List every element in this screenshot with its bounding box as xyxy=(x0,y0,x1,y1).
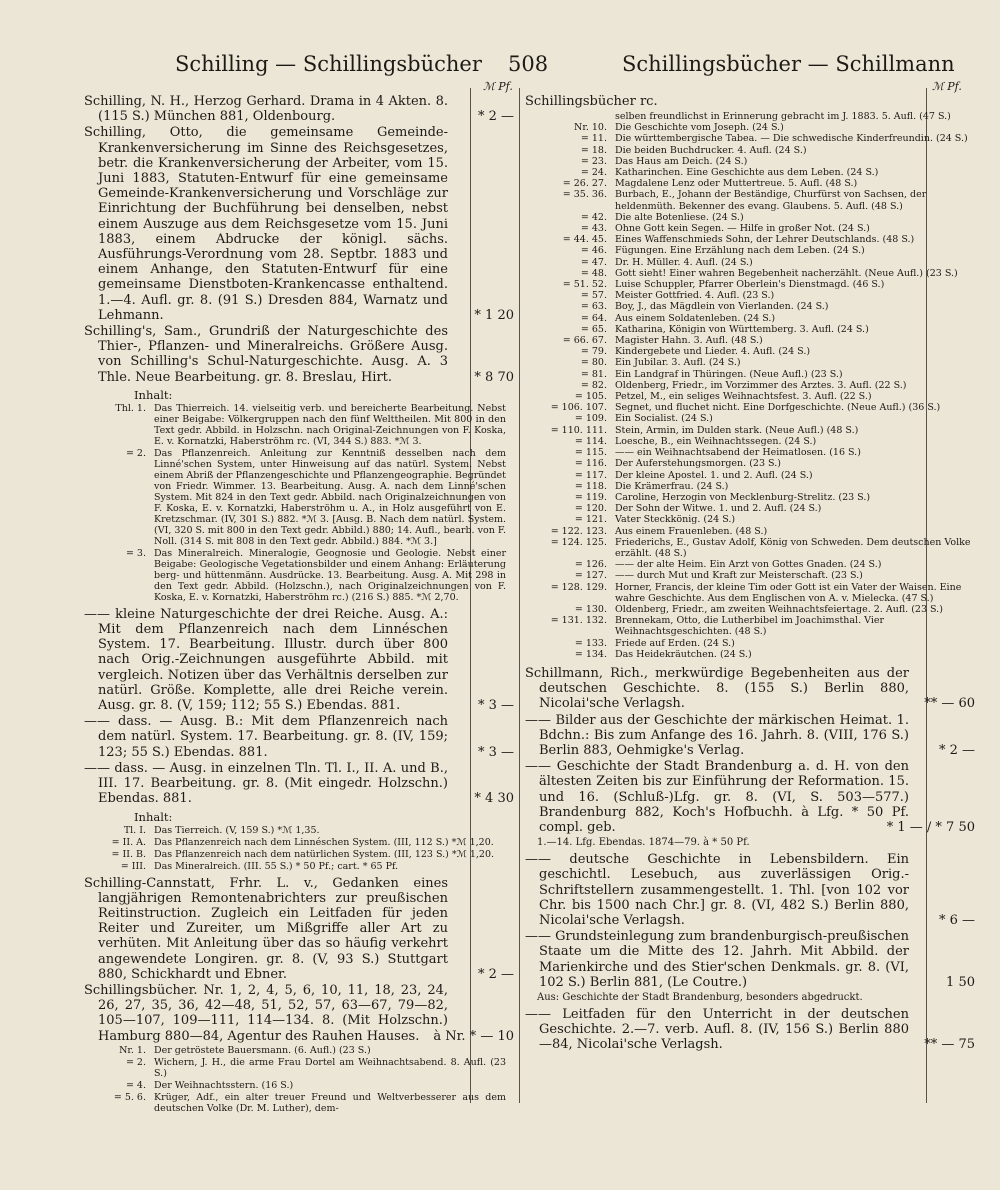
series-item xyxy=(525,111,975,122)
series-number: = 130. xyxy=(574,603,607,615)
continued-heading: Schillingsbücher rc. xyxy=(525,94,658,109)
contents-heading: Inhalt: xyxy=(134,387,173,402)
entry-price: * 8 70 xyxy=(474,369,514,385)
entry-price: ** — 60 xyxy=(924,696,975,712)
series-item xyxy=(525,425,975,436)
series-number: = 122. 123. xyxy=(550,525,607,537)
series-number: = 18. xyxy=(580,144,607,156)
series-title: selben freundlichst in Erinnerung gebracht im J. 1883. 5. Aufl. (47 S.) xyxy=(615,111,951,122)
series-item xyxy=(525,570,975,581)
series-title: Die Krämerfrau. (24 S.) xyxy=(615,480,729,492)
series-number: = 64. xyxy=(580,312,607,324)
series-item xyxy=(525,447,975,458)
entry-price: à Nr. * — 10 xyxy=(433,1028,514,1044)
series-item xyxy=(525,638,975,649)
series-number: = 127. xyxy=(574,570,607,582)
series-item xyxy=(525,178,975,189)
series-number: = 44. 45. xyxy=(562,234,607,246)
series-item xyxy=(525,604,975,615)
entry-price: * 3 — xyxy=(477,744,514,760)
series-number: = 66. 67. xyxy=(562,335,607,347)
entry-price: * 1 20 xyxy=(474,307,514,323)
series-title: Katharina, Königin von Württemberg. 3. Aufl. (24 S.) xyxy=(615,323,869,335)
series-item xyxy=(525,290,975,301)
series-item xyxy=(525,324,975,335)
series-number: = 106. 107. xyxy=(550,402,607,414)
entry: —— Bilder aus der Geschichte der märkischen Heimat. 1. Bdchn.: Bis zum Anfange des 16. Jahrh. 8. (VIII, 176 S.) Berlin 883, Oehmigke's Verlag. * 2 — xyxy=(525,712,975,758)
entry: Schilling's, Sam., Grundriß der Naturgeschichte des Thier-, Pflanzen- und Mineralreichs. Größere Ausg. von Schilling's Schul-Naturgeschichte. Ausg. A. 3 Thle. Neue Bearbeitung. gr. 8. Breslau, Hirt. * 8 70 xyxy=(84,324,514,385)
series-item xyxy=(525,458,975,469)
series-number: = 65. xyxy=(580,323,607,335)
series-title: Horner, Francis, der kleine Tim oder Gott ist ein Vater der Waisen. Eine wahre Geschichte. Aus dem Englischen von A. v. Mielecka. (47 S.) xyxy=(615,581,962,604)
series-title: Friederichs, E., Gustav Adolf, König von Schweden. Dem deutschen Volke erzählt. (48 S.) xyxy=(615,536,971,559)
series-item xyxy=(525,234,975,245)
left-running-head: Schilling — Schillingsbücher xyxy=(175,52,482,76)
series-number: = 42. xyxy=(580,211,607,223)
series-title: Ein Jubilar. 3. Aufl. (24 S.) xyxy=(615,357,741,369)
entry: —— Leitfaden für den Unterricht in der deutschen Geschichte. 2.—7. verb. Aufl. 8. (IV, 156 S.) Berlin 880—84, Nicolai'sche Verlagsh. ** — 75 xyxy=(525,1007,975,1053)
series-title: Aus einem Soldatenleben. (24 S.) xyxy=(615,312,776,324)
series-title: Aus einem Frauenleben. (48 S.) xyxy=(615,525,768,537)
entry: —— kleine Naturgeschichte der drei Reiche. Ausg. A.: Mit dem Pflanzenreich nach dem Linnéschen System. 17. Bearbeitung. Illustr. durch über 800 nach Orig.-Zeichnungen ausgeführte Abbild. mit vergleich. Notizen über das Verhältnis derselben zur natürl. Größe. Komplette, alle drei Reiche verein. Ausg. gr. 8. (V, 159; 112; 55 S.) Ebendas. 881. * 3 — xyxy=(84,606,514,714)
series-number: = 80. xyxy=(580,357,607,369)
contents-item: Tl. I. Das Tierreich. (V, 159 S.) *ℳ 1,35. xyxy=(123,824,320,836)
contents-item: = II. B. Das Pflanzenreich nach dem natürlichen System. (III, 123 S.) *ℳ 1,20. xyxy=(111,848,495,860)
series-item: = 5. 6. Krüger, Adf., ein alter treuer Freund und Weltverbesserer aus dem deutschen Volke (Dr. M. Luther), dem- xyxy=(113,1091,506,1114)
series-title: Friede auf Erden. (24 S.) xyxy=(615,637,735,649)
contents-item: = II. A. Das Pflanzenreich nach dem Linnéschen System. (III, 112 S.) *ℳ 1,20. xyxy=(111,836,494,848)
series-item xyxy=(525,436,975,447)
note: Aus: Geschichte der Stadt Brandenburg, besonders abgedruckt. xyxy=(537,992,863,1004)
series-title: Gott sieht! Einer wahren Begebenheit nacherzählt. (Neue Aufl.) (23 S.) xyxy=(615,267,958,279)
contents-item: = 2. Das Pflanzenreich. Anleitung zur Kenntniß desselben nach dem Linné'schen System, unter Hinweisung auf das natürl. System. Nebst einem Abriß der Pflanzengeschichte und Pflanzengeographie. Begründet von Friedr. Wimmer. 13. Bearbeitung. Ausg. A. nach dem Linné'schen System. Mit 824 in den Text gedr. Abbild. nach Originalzeichnungen von F. Koska, E. v. Kornatzki, Haberströhm u. A., in Holz ausgeführt von E. Kretzschmar. (IV, 301 S.) 882. *ℳ 3. [Ausg. B. Nach dem natürl. System. (VI, 320 S. mit 800 in den Text gedr. Abbild.) 880; 14. Aufl., bearb. von F. Noll. (314 S. mit 808 in den Text gedr. Abbild.) 884. *ℳ 3.] xyxy=(125,447,506,547)
series-item xyxy=(525,391,975,402)
series-number: = 63. xyxy=(580,301,607,313)
column-divider xyxy=(519,88,520,1103)
series-title: Dr. H. Müller. 4. Aufl. (24 S.) xyxy=(615,256,753,268)
right-column xyxy=(525,94,975,1054)
series-item xyxy=(525,413,975,424)
series-item xyxy=(525,492,975,503)
series-number: = 121. xyxy=(574,514,607,526)
series-title: Die Geschichte vom Joseph. (24 S.) xyxy=(615,122,784,134)
series-number: = 134. xyxy=(574,648,607,660)
series-item xyxy=(525,313,975,324)
series-title: Boy, J., das Mägdlein von Vierlanden. (24 S.) xyxy=(615,301,829,313)
entry: —— deutsche Geschichte in Lebensbildern. Ein geschichtl. Lesebuch, aus zuverlässigen Orig.-Schriftstellern zusammengestellt. 1. Thl. [von 102 vor Chr. bis 1500 nach Chr.] gr. 8. (VI, 482 S.) Berlin 880, Nicolai'sche Verlagsh. * 6 — xyxy=(525,852,975,928)
series-title: Die beiden Buchdrucker. 4. Aufl. (24 S.) xyxy=(615,144,807,156)
series-item xyxy=(525,268,975,279)
series-number: = 119. xyxy=(574,491,607,503)
series-title: Loesche, B., ein Weihnachtssegen. (24 S.) xyxy=(615,435,817,447)
series-title: Brennekam, Otto, die Lutherbibel im Joachimsthal. Vier Weihnachtsgeschichten. (48 S.) xyxy=(615,615,885,638)
series-item xyxy=(525,380,975,391)
series-item: = 2. Wichern, J. H., die arme Frau Dortel am Weihnachtsabend. 8. Aufl. (23 S.) xyxy=(125,1056,506,1079)
series-item: Nr. 1. Der getröstete Bauersmann. (6. Aufl.) (23 S.) xyxy=(119,1044,371,1056)
entry: Schilling, N. H., Herzog Gerhard. Drama in 4 Akten. 8. (115 S.) München 881, Oldenbourg. * 2 — xyxy=(84,94,514,125)
series-title: —— der alte Heim. Ein Arzt von Gottes Gnaden. (24 S.) xyxy=(615,559,882,571)
series-item xyxy=(525,369,975,380)
series-number: = 118. xyxy=(574,480,607,492)
series-item xyxy=(525,503,975,514)
series-title: Caroline, Herzogin von Mecklenburg-Strelitz. (23 S.) xyxy=(615,491,871,503)
series-number: = 110. 111. xyxy=(550,424,607,436)
series-item xyxy=(525,245,975,256)
series-number: = 124. 125. xyxy=(550,536,607,548)
series-number: = 114. xyxy=(574,435,607,447)
series-title: Oldenberg, Friedr., im Vorzimmer des Arztes. 3. Aufl. (22 S.) xyxy=(615,379,907,391)
series-item xyxy=(525,582,975,604)
entry-price: * 3 — xyxy=(477,698,514,714)
series-number: = 11. xyxy=(580,133,607,145)
series-title: —— durch Mut und Kraft zur Meisterschaft. (23 S.) xyxy=(615,570,863,582)
series-item xyxy=(525,122,975,133)
contents-item: Thl. 1. Das Thierreich. 14. vielseitig verb. und bereicherte Bearbeitung. Nebst einer Beigabe: Völkergruppen nach den fünf Welttheilen. Mit 800 in den Text gedr. Abbild. in Holzschn. nach Original-Zeichnungen von F. Koska, E. v. Kornatzki, Haberströhm rc. (VI, 344 S.) 883. *ℳ 3. xyxy=(115,402,506,447)
right-running-head: Schillingsbücher — Schillmann xyxy=(622,52,955,76)
series-item xyxy=(525,649,975,660)
series-title: Ein Landgraf in Thüringen. (Neue Aufl.) (23 S.) xyxy=(615,368,843,380)
series-title: Meister Gottfried. 4. Aufl. (23 S.) xyxy=(615,290,775,302)
series-title: Oldenberg, Friedr., am zweiten Weihnachtsfeiertage. 2. Aufl. (23 S.) xyxy=(615,603,943,615)
series-number: = 43. xyxy=(580,223,607,235)
series-item xyxy=(525,279,975,290)
series-number: = 105. xyxy=(574,391,607,403)
series-item xyxy=(525,189,975,211)
series-number: = 79. xyxy=(580,346,607,358)
series-number: = 48. xyxy=(580,267,607,279)
entry: —— Geschichte der Stadt Brandenburg a. d. H. von den ältesten Zeiten bis zur Einführung der Reformation. 15. und 16. (Schluß-)Lfg. gr. 8. (VI, S. 503—577.) Brandenburg 882, Koch's Hofbuchh. à Lfg. * 50 Pf. compl. geb. * 1 — / * 7 50 xyxy=(525,759,975,835)
series-title: Der Sohn der Witwe. 1. und 2. Aufl. (24 S.) xyxy=(615,503,822,515)
series-title: Fügungen. Eine Erzählung nach dem Leben. (24 S.) xyxy=(615,245,865,257)
left-entries xyxy=(84,94,514,385)
entry: Schilling-Cannstatt, Frhr. L. v., Gedanken eines langjährigen Remontenabrichters zur preußischen Reitinstruction. Zugleich ein Leitfaden für jeden Reiter und Zureiter, um Mißgriffe aller Art zu verhüten. Mit Anleitung über das so häufig verkehrt angewendete Longiren. gr. 8. (V, 93 S.) Stuttgart 880, Schickhardt und Ebner. * 2 — xyxy=(84,875,514,982)
series-title: Segnet, und fluchet nicht. Eine Dorfgeschichte. (Neue Aufl.) (36 S.) xyxy=(615,402,941,414)
series-number: = 57. xyxy=(580,290,607,302)
series-item xyxy=(525,357,975,368)
series-number: = 24. xyxy=(580,167,607,179)
series-title: Ohne Gott kein Segen. — Hilfe in großer Not. (24 S.) xyxy=(615,223,870,235)
contents-heading: Inhalt: xyxy=(134,809,173,824)
series-number: Nr. 10. xyxy=(574,122,607,134)
series-title: Vater Steckkönig. (24 S.) xyxy=(615,514,736,526)
entry-price: * 1 — / * 7 50 xyxy=(886,819,975,835)
series-list xyxy=(525,111,975,660)
series-item xyxy=(525,133,975,144)
series-number: = 82. xyxy=(580,379,607,391)
series-item xyxy=(525,346,975,357)
series-number: = 126. xyxy=(574,559,607,571)
series-title: Der Auferstehungsmorgen. (23 S.) xyxy=(615,458,781,470)
entry: —— dass. — Ausg. in einzelnen Tln. Tl. I., II. A. und B., III. 17. Bearbeitung. gr. 8. (Mit eingedr. Holzschn.) Ebendas. 881. * 4 30 xyxy=(84,760,514,807)
entry: Schillingsbücher. Nr. 1, 2, 4, 5, 6, 10, 11, 18, 23, 24, 26, 27, 35, 36, 42—48, 51, 52, 57, 63—67, 79—82, 105—107, 109—111, 114—134. 8. (Mit Holzschn.) Hamburg 880—84, Agentur des Rauhen Hauses. à Nr. * — 10 xyxy=(84,982,514,1044)
price-unit-right: ℳ Pf. xyxy=(932,80,962,93)
series-item xyxy=(525,257,975,268)
series-item xyxy=(525,156,975,167)
series-item xyxy=(525,537,975,559)
entry: Schilling, Otto, die gemeinsame Gemeinde-Krankenversicherung im Sinne des Reichsgesetzes, betr. die Krankenversicherung der Arbeiter, vom 15. Juni 1883, Statuten-Entwurf für eine gemeinsame Gemeinde-Krankenversicherung und Vorschläge zur Einrichtung der Buchführung bei denselben, nebst einem Auszuge aus dem Reichsgesetze vom 15. Juni 1883, einem Abdrucke der königl. sächs. Ausführungs-Verordnung vom 28. Septbr. 1883 und einem Anhange, den Statuten-Entwurf für eine gemeinsame Dienstboten-Krankencasse enthaltend. 1.—4. Aufl. gr. 8. (91 S.) Dresden 884, Warnatz und Lehmann. * 1 20 xyxy=(84,125,514,323)
series-title: Magister Hahn. 3. Aufl. (48 S.) xyxy=(615,335,763,347)
series-title: Magdalene Lenz oder Muttertreue. 5. Aufl. (48 S.) xyxy=(615,178,858,190)
series-item xyxy=(525,223,975,234)
note: 1.—14. Lfg. Ebendas. 1874—79. à * 50 Pf. xyxy=(537,837,750,849)
series-title: —— ein Weihnachtsabend der Heimatlosen. (16 S.) xyxy=(615,447,861,459)
entry: Schillmann, Rich., merkwürdige Begebenheiten aus der deutschen Geschichte. 8. (155 S.) Berlin 880, Nicolai'sche Verlagsh. ** — 60 xyxy=(525,665,975,712)
series-item xyxy=(525,167,975,178)
series-item xyxy=(525,615,975,637)
series-number: = 133. xyxy=(574,637,607,649)
series-title: Die alte Botenliese. (24 S.) xyxy=(615,211,744,223)
series-number: = 131. 132. xyxy=(550,615,607,627)
series-number: = 109. xyxy=(574,413,607,425)
contents-item: = 3. Das Mineralreich. Mineralogie, Geognosie und Geologie. Nebst einer Beigabe: Geologische Vegetationsbilder und einem Anhang: Erläuterung berg- und hüttenmänn. Ausdrücke. 13. Bearbeitung. Ausg. A. Mit 298 in den Text gedr. Abbild. (Holzschn.), nach Originalzeichnungen von F. Koska, E. v. Kornatzki, Haberströhm rc.) (216 S.) 885. *ℳ 2,70. xyxy=(125,547,506,603)
entry-price: * 6 — xyxy=(938,913,975,928)
series-item xyxy=(525,335,975,346)
series-title: Burbach, E., Johann der Beständige, Churfürst von Sachsen, der heldenmüth. Bekenner des evang. Glaubens. 5. Aufl. (48 S.) xyxy=(615,189,927,212)
series-number: = 117. xyxy=(574,469,607,481)
entry: —— dass. — Ausg. B.: Mit dem Pflanzenreich nach dem natürl. System. 17. Bearbeitung. gr. 8. (IV, 159; 123; 55 S.) Ebendas. 881. * 3 — xyxy=(84,714,514,760)
series-item: = 4. Der Weihnachtsstern. (16 S.) xyxy=(125,1079,294,1091)
series-title: Katharinchen. Eine Geschichte aus dem Leben. (24 S.) xyxy=(615,167,879,179)
series-title: Der kleine Apostel. 1. und 2. Aufl. (24 S.) xyxy=(615,469,813,481)
series-number: = 47. xyxy=(580,256,607,268)
series-item xyxy=(525,526,975,537)
series-title: Eines Waffenschmieds Sohn, der Lehrer Deutschlands. (48 S.) xyxy=(615,234,915,246)
series-number: = 35. 36. xyxy=(562,189,607,201)
series-title: Petzel, M., ein seliges Weihnachtsfest. 3. Aufl. (22 S.) xyxy=(615,391,872,403)
entry: —— Grundsteinlegung zum brandenburgisch-preußischen Staate um die Mitte des 12. Jahrh. Mit Abbild. der Marienkirche und des Stier'schen Denkmals. gr. 8. (VI, 102 S.) Berlin 881, (Le Coutre.) 1 50 xyxy=(525,929,975,990)
series-title: Das Haus am Deich. (24 S.) xyxy=(615,155,748,167)
series-number: = 81. xyxy=(580,368,607,380)
entry-price: * 2 — xyxy=(477,109,514,125)
series-item xyxy=(525,402,975,413)
series-item xyxy=(525,145,975,156)
series-number: = 116. xyxy=(574,458,607,470)
series-title: Luise Schuppler, Pfarrer Oberlein's Dienstmagd. (46 S.) xyxy=(615,279,885,291)
series-title: Die württembergische Tabea. — Die schwedische Kinderfreundin. (24 S.) xyxy=(615,133,968,145)
series-item xyxy=(525,470,975,481)
series-title: Stein, Armin, im Dulden stark. (Neue Aufl.) (48 S.) xyxy=(615,424,859,436)
series-item xyxy=(525,514,975,525)
series-number: = 23. xyxy=(580,155,607,167)
page-number: 508 xyxy=(508,52,549,76)
series-number: = 120. xyxy=(574,503,607,515)
series-title: Kindergebete und Lieder. 4. Aufl. (24 S.) xyxy=(615,346,811,358)
series-number: = 115. xyxy=(574,447,607,459)
series-item xyxy=(525,212,975,223)
entry-price: * 2 — xyxy=(938,742,975,758)
price-unit-left: ℳ Pf. xyxy=(483,80,513,93)
entry-price: * 2 — xyxy=(477,966,514,982)
series-title: Ein Socialist. (24 S.) xyxy=(615,413,713,425)
contents-item: = III. Das Mineralreich. (III. 55 S.) * 50 Pf.; cart. * 65 Pf. xyxy=(120,860,399,872)
left-column xyxy=(84,94,514,1115)
series-number: = 128. 129. xyxy=(550,581,607,593)
series-number xyxy=(525,111,615,122)
series-number: = 51. 52. xyxy=(562,279,607,291)
series-item xyxy=(525,301,975,312)
series-number: = 46. xyxy=(580,245,607,257)
entry-price: * 4 30 xyxy=(474,791,514,807)
series-title: Das Heidekräutchen. (24 S.) xyxy=(615,648,752,660)
series-item xyxy=(525,559,975,570)
series-number: = 26. 27. xyxy=(562,178,607,190)
entry-price: ** — 75 xyxy=(924,1037,975,1053)
series-item xyxy=(525,481,975,492)
entry-price: 1 50 xyxy=(946,974,975,990)
